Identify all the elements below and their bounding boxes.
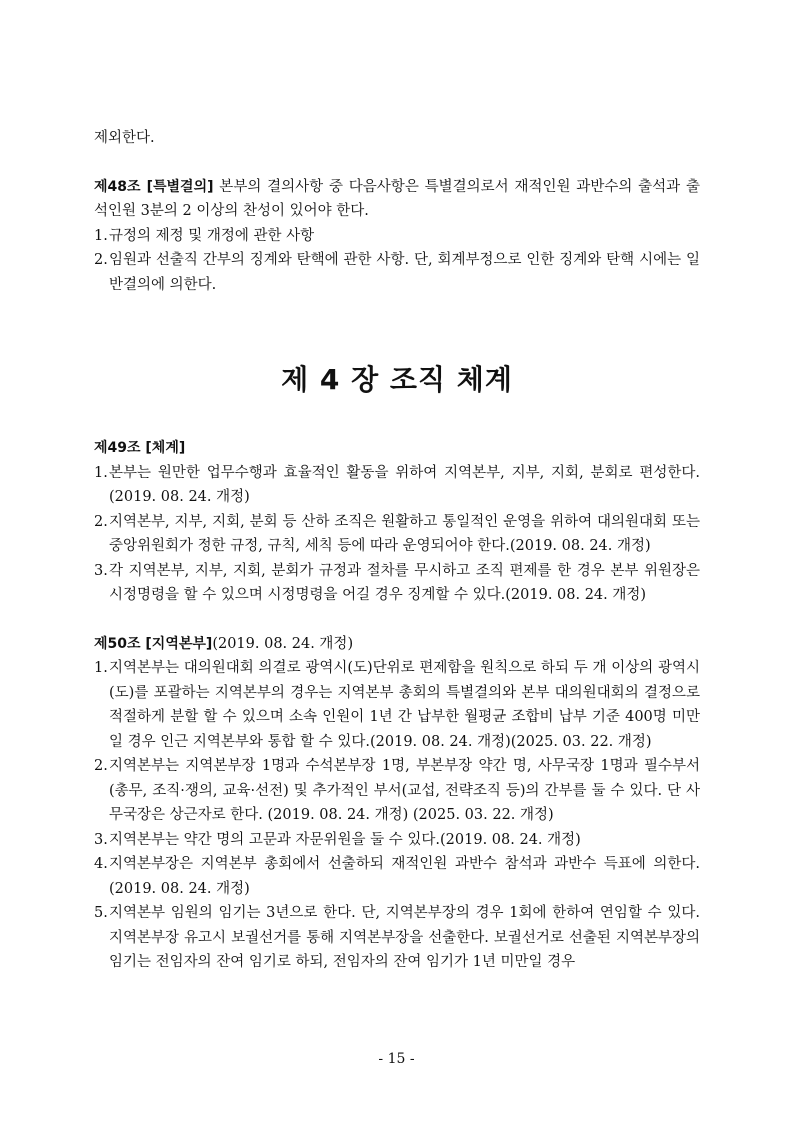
article-50-header [94, 632, 700, 657]
list-item [94, 461, 700, 510]
list-item [94, 559, 700, 608]
list-item-number: 5. [94, 905, 108, 921]
list-item-number: 1. [94, 464, 108, 481]
article-49-heading: 제49조 [체계] [94, 440, 186, 456]
article-48-intro [94, 175, 700, 224]
list-item-number: 3. [94, 831, 108, 848]
list-item [94, 852, 700, 901]
list-item-text: 지역본부는 지역본부장 1명과 수석본부장 1명, 부본부장 약간 명, 사무국장 1명과 필수부서(총무, 조직·쟁의, 교육·선전) 및 추가적인 부서(교섭, 전략조직 등)의 간부를 둘 수 있다. 단 사무국장은 상근자로 한다. (2019. 08. 24. 개정) (2025. 03. 22. 개정) [109, 758, 700, 823]
article-49-header [94, 436, 700, 461]
article-48-intro-text: 본부의 결의사항 중 다음사항은 특별결의로서 재적인원 과반수의 출석과 출석인원 3분의 2 이상의 찬성이 있어야 한다. [94, 178, 700, 219]
list-item-number: 2. [94, 758, 108, 774]
article-50-heading: 제50조 [지역본부] [94, 635, 213, 652]
list-item-text: 지역본부는 약간 명의 고문과 자문위원을 둘 수 있다.(2019. 08. 24. 개정) [109, 831, 581, 848]
page-content [94, 126, 700, 975]
list-item-number: 3. [94, 562, 108, 579]
list-item [94, 828, 700, 853]
list-item-number: 4. [94, 856, 108, 872]
list-item [94, 754, 700, 828]
list-item [94, 901, 700, 975]
list-item-text: 임원과 선출직 간부의 징계와 탄핵에 관한 사항. 단, 회계부정으로 인한 징계와 탄핵 시에는 일반결의에 의한다. [109, 252, 700, 293]
list-item-number: 1. [94, 227, 108, 244]
list-item-text: 본부는 원만한 업무수행과 효율적인 활동을 위하여 지역본부, 지부, 지회, 분회로 편성한다.(2019. 08. 24. 개정) [109, 464, 700, 505]
list-item [94, 510, 700, 559]
list-item [94, 224, 700, 249]
list-item-text: 지역본부장은 지역본부 총회에서 선출하되 재적인원 과반수 참석과 과반수 득표에 의한다.(2019. 08. 24. 개정) [109, 856, 700, 897]
list-item-text: 지역본부는 대의원대회 의결로 광역시(도)단위로 편제함을 원칙으로 하되 두 개 이상의 광역시(도)를 포괄하는 지역본부의 경우는 지역본부 총회의 특별결의와 본부 대의원대회의 결정으로 적절하게 분할 할 수 있으며 소속 인원이 1년 간 납부한 월평균 조합비 납부 기준 400명 미만일 경우 인근 지역본부와 통합 할 수 있다.(2019. 08. 24. 개정)(2025. 03. 22. 개정) [109, 660, 700, 750]
list-item-text: 규정의 제정 및 개정에 관한 사항 [109, 227, 315, 244]
continued-text: 제외한다. [94, 130, 155, 146]
list-item-number: 2. [94, 252, 108, 268]
list-item-number: 1. [94, 660, 108, 676]
list-item-text: 지역본부 임원의 임기는 3년으로 한다. 단, 지역본부장의 경우 1회에 한하여 연임할 수 있다. 지역본부장 유고시 보궐선거를 통해 지역본부장을 선출한다. 보궐선거로 선출된 지역본부장의 임기는 전임자의 잔여 임기로 하되, 전임자의 잔여 임기가 1년 미만일 경우 [109, 905, 700, 970]
page-number: - 15 - [378, 1051, 415, 1067]
article-50-amendment: (2019. 08. 24. 개정) [212, 635, 354, 652]
list-item [94, 248, 700, 297]
list-item-text: 지역본부, 지부, 지회, 분회 등 산하 조직은 원활하고 통일적인 운영을 위하여 대의원대회 또는 중앙위원회가 정한 규정, 규칙, 세칙 등에 따라 운영되어야 한다.(2019. 08. 24. 개정) [109, 513, 700, 554]
chapter-title: 제 4 장 조직 체계 [281, 363, 513, 396]
list-item [94, 656, 700, 754]
list-item-number: 2. [94, 513, 108, 530]
article-48-heading: 제48조 [특별결의] [94, 178, 214, 195]
list-item-text: 각 지역본부, 지부, 지회, 분회가 규정과 절차를 무시하고 조직 편제를 한 경우 본부 위원장은 시정명령을 할 수 있으며 시정명령을 어길 경우 징계할 수 있다.(2019. 08. 24. 개정) [109, 562, 700, 603]
